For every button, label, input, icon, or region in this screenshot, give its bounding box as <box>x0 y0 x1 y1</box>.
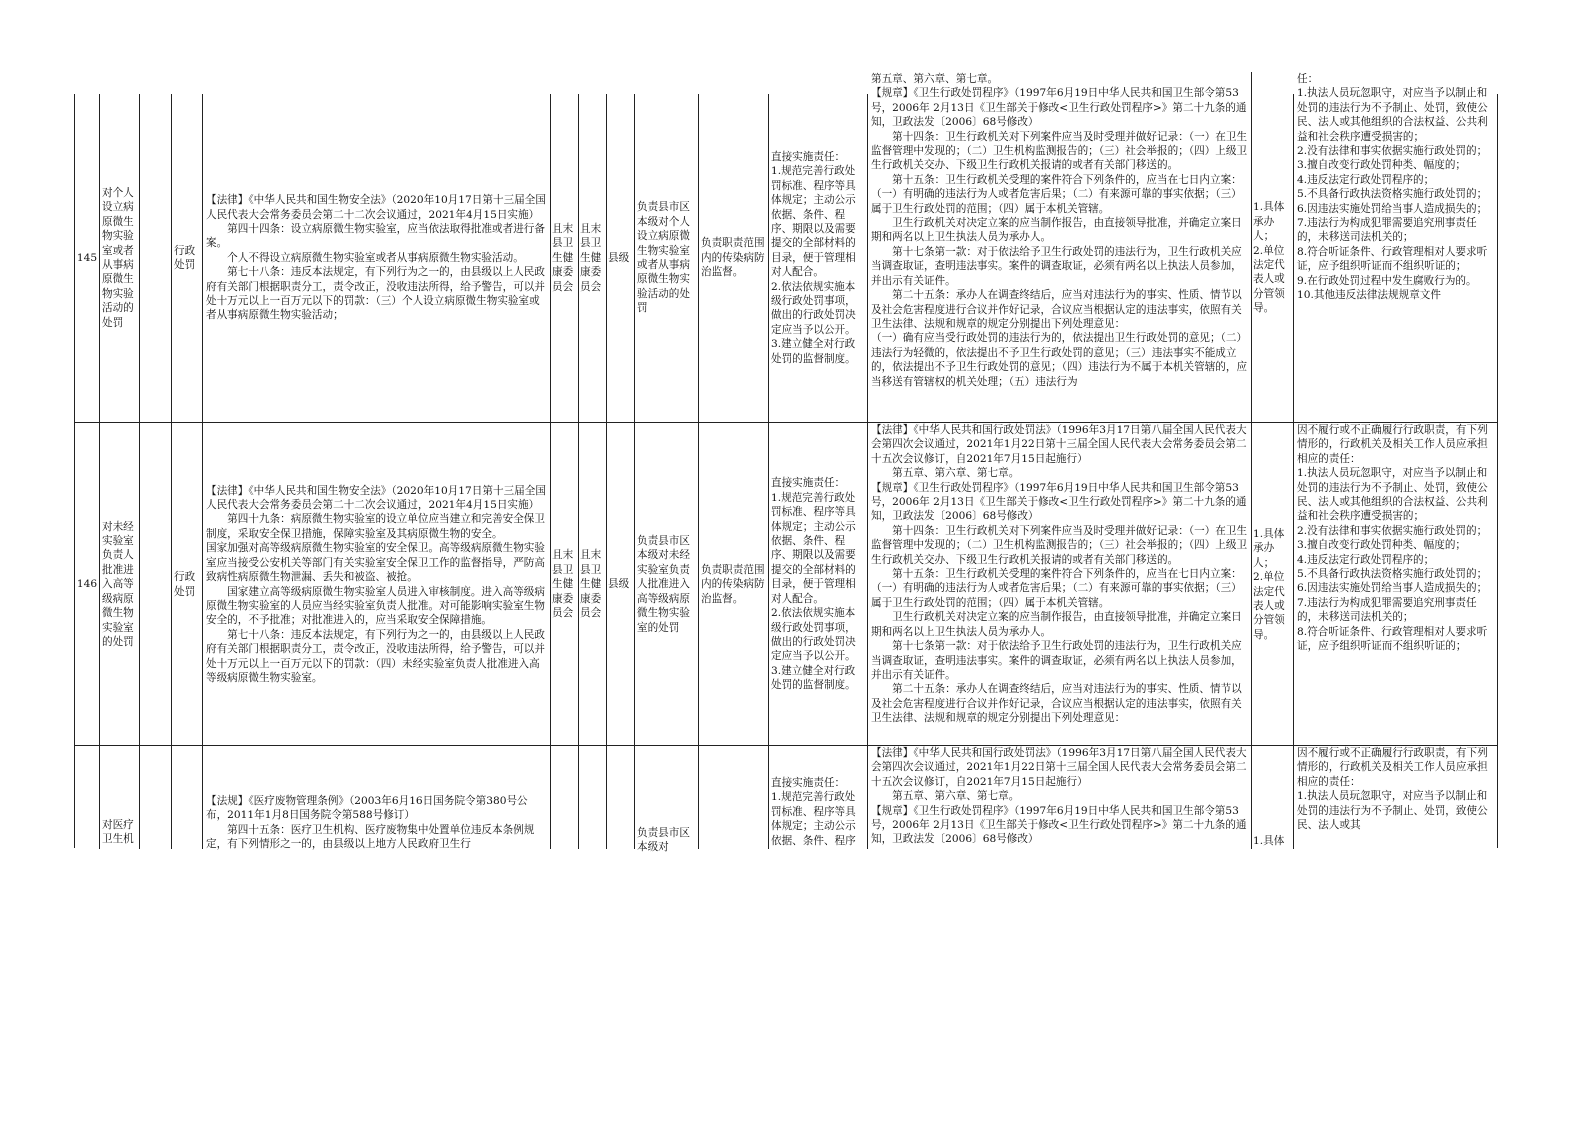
responsible-department: 且末县卫生健康委员会 <box>579 423 607 746</box>
responsibility-basis: 【法律】《中华人民共和国行政处罚法》（1996年3月17日第八届全国人民代表大会第四次会议通过，2021年1月22日第十三届全国人民代表大会常务委员会第二十五次会议修订，自2021年7月15日起施行） 第五章、第六章、第七章。 【规章】《卫生行政处罚程序》（1997年6月19日中华人民共和国卫生部令第53号，2006年 2月13日《卫生部关于修改<卫生行政处罚程序>》第二十九条的通知，卫政法发〔2006〕68号修改） 第十四条：卫生行政机关对下列案件应当及时受理并做好记录：（一）在卫生监督管理中发现的；（二）卫生机构监测报告的；（三）社会举报的；（四）上级卫生行政机关交办、下级卫生行政机关报请的或者有关部门移送的。 第十五条：卫生行政机关受理的案件符合下列条件的，应当在七日内立案：（一）有明确的违法行为人或者危害后果；（二）有来源可靠的事实依据；（三）属于卫生行政处罚的范围；（四）属于本机关管辖。 卫生行政机关对决定立案的应当制作报告，由直接领导批准，并确定立案日期和两名以上卫生执法人员为承办人。 第十七条第一款：对于依法给予卫生行政处罚的违法行为，卫生行政机关应当调查取证，查明违法事实。案件的调查取证，必须有两名以上执法人员参加，并出示有关证件。 第二十五条：承办人在调查终结后，应当对违法行为的事实、性质、情节以及社会危害程度进行合议并作好记录，合议应当根据认定的违法事实，依照有关卫生法律、法规和规章的规定分别提出下列处理意见： <box>868 423 1252 746</box>
power-type: 行政处罚 <box>172 423 203 746</box>
row-number: 146 <box>75 423 100 746</box>
table-row <box>75 422 1497 746</box>
responsible-subject: 1.具体承办人； 2.单位法定代表人或分管领导。 <box>1252 94 1294 422</box>
power-type: 行政处罚 <box>172 94 203 422</box>
power-type <box>172 746 203 849</box>
exercise-scope: 负责县市区本级对 <box>635 746 699 849</box>
responsibility-items: 直接实施责任： 1.规范完善行政处罚标准、程序等具体规定；主动公示依据、条件、程序、期限以及需要提交的全部材料的目录，便于管理相对人配合。 2.依法依规实施本级行政处罚事项，做出的行政处罚决定应当予以公开。 3.建立健全对行政处罚的监督制度。 <box>769 94 868 422</box>
exercise-level: 县级 <box>607 423 635 746</box>
internal-unit: 负责职责范围内的传染病防治监督。 <box>699 423 769 746</box>
internal-unit <box>699 746 769 849</box>
exercise-scope: 负责县市区本级对个人设立病原微生物实验室或者从事病原微生物实验活动的处罚 <box>635 94 699 422</box>
power-list-table <box>74 73 1498 854</box>
implementing-department: 且末县卫生健康委员会 <box>551 423 579 746</box>
accountability-situations: 任： 1.执法人员玩忽职守，对应当予以制止和处罚的违法行为不予制止、处罚，致使公民、法人或其他组织的合法权益、公共利益和社会秩序遭受损害的； 2.没有法律和事实依据实施行政处罚的； 3.擅自改变行政处罚种类、幅度的； 4.违反法定行政处罚程序的； 5.不具备行政执法资格实施行政处罚的； 6.因违法实施处罚给当事人造成损失的； 7.违法行为构成犯罪需要追究刑事责任的，未移送司法机关的； 8.符合听证条件、行政管理相对人要求听证，应予组织听证而不组织听证的； 9.在行政处罚过程中发生腐败行为的。 10.其他违反法律法规规章文件 <box>1297 73 1488 302</box>
implementing-department: 且末县卫生健康委员会 <box>551 94 579 422</box>
responsible-subject: 1.具体 <box>1252 746 1294 849</box>
responsibility-basis: 【法律】《中华人民共和国行政处罚法》（1996年3月17日第八届全国人民代表大会第四次会议通过，2021年1月22日第十三届全国人民代表大会常务委员会第二十五次会议修订，自2021年7月15日起施行） 第五章、第六章、第七章。 【规章】《卫生行政处罚程序》（1997年6月19日中华人民共和国卫生部令第53号，2006年 2月13日《卫生部关于修改<卫生行政处罚程序>》第二十九条的通知，卫政法发〔2006〕68号修改） <box>868 746 1252 849</box>
responsible-department: 且末县卫生健康委员会 <box>579 94 607 422</box>
empty-cell <box>140 423 172 746</box>
item-name: 对个人设立病原微生物实验室或者从事病原微生物实验活动的处罚 <box>100 94 140 422</box>
responsibility-items: 直接实施责任： 1.规范完善行政处罚标准、程序等具体规定；主动公示依据、条件、程序、期限以及需要提交的全部材料的目录，便于管理相对人配合。 2.依法依规实施本级行政处罚事项，做出的行政处罚决定应当予以公开。 3.建立健全对行政处罚的监督制度。 <box>769 423 868 746</box>
empty-cell <box>140 746 172 849</box>
implementing-department <box>551 746 579 849</box>
exercise-scope: 负责县市区本级对未经实验室负责人批准进入高等级病原微生物实验室的处罚 <box>635 423 699 746</box>
row-number: 145 <box>75 94 100 422</box>
empty-cell <box>140 94 172 422</box>
internal-unit: 负责职责范围内的传染病防治监督。 <box>699 94 769 422</box>
exercise-level <box>607 746 635 849</box>
table-row <box>75 73 1497 422</box>
item-name: 对未经实验室负责人批准进入高等级病原微生物实验室的处罚 <box>100 423 140 746</box>
legal-basis: 【法律】《中华人民共和国生物安全法》（2020年10月17日第十三届全国人民代表大会常务委员会第二十二次会议通过，2021年4月15日实施） 第四十九条：病原微生物实验室的设立单位应当建立和完善安全保卫制度，采取安全保卫措施，保障实验室及其病原微生物的安全。 国家加强对高等级病原微生物实验室的安全保卫。高等级病原微生物实验室应当接受公安机关等部门有关实验室安全保卫工作的监督指导，严防高致病性病原微生物泄漏、丢失和被盗、被抢。 国家建立高等级病原微生物实验室人员进入审核制度。进入高等级病原微生物实验室的人员应当经实验室负责人批准。对可能影响实验室生物安全的，不予批准；对批准进入的，应当采取安全保障措施。 第七十八条：违反本法规定，有下列行为之一的，由县级以上人民政府有关部门根据职责分工，责令改正，没收违法所得，给予警告，可以并处十万元以上一百万元以下的罚款：（四）未经实验室负责人批准进入高等级病原微生物实验室。 <box>203 423 551 746</box>
responsibility-items: 直接实施责任： 1.规范完善行政处罚标准、程序等具体规定；主动公示依据、条件、程序 <box>769 746 868 849</box>
row-number <box>75 746 100 849</box>
accountability-situations: 因不履行或不正确履行行政职责，有下列情形的，行政机关及相关工作人员应承担相应的责任： 1.执法人员玩忽职守，对应当予以制止和处罚的违法行为不予制止、处罚，致使公民、法人或其 <box>1297 747 1488 832</box>
table-row <box>75 745 1497 854</box>
responsible-department <box>579 746 607 849</box>
item-name: 对医疗卫生机 <box>100 746 140 849</box>
legal-basis: 【法律】《中华人民共和国生物安全法》（2020年10月17日第十三届全国人民代表大会常务委员会第二十二次会议通过，2021年4月15日实施） 第四十四条：设立病原微生物实验室，应当依法取得批准或者进行备案。 个人不得设立病原微生物实验室或者从事病原微生物实验活动。 第七十八条：违反本法规定，有下列行为之一的，由县级以上人民政府有关部门根据职责分工，责令改正，没收违法所得，给予警告，可以并处十万元以上一百万元以下的罚款：（三）个人设立病原微生物实验室或者从事病原微生物实验活动； <box>203 94 551 422</box>
legal-basis: 【法规】《医疗废物管理条例》（2003年6月16日国务院令第380号公布，2011年1月8日国务院令第588号修订） 第四十五条：医疗卫生机构、医疗废物集中处置单位违反本条例规定，有下列情形之一的，由县级以上地方人民政府卫生行 <box>203 746 551 849</box>
exercise-level: 县级 <box>607 94 635 422</box>
responsible-subject: 1.具体承办人； 2.单位法定代表人或分管领导。 <box>1252 423 1294 746</box>
responsibility-basis: 第五章、第六章、第七章。 【规章】《卫生行政处罚程序》（1997年6月19日中华人民共和国卫生部令第53号，2006年 2月13日《卫生部关于修改<卫生行政处罚程序>》第二十九条的通知，卫政法发〔2006〕68号修改） 第十四条：卫生行政机关对下列案件应当及时受理并做好记录：（一）在卫生监督管理中发现的；（二）卫生机构监测报告的；（三）社会举报的；（四）上级卫生行政机关交办、下级卫生行政机关报请的或者有关部门移送的。 第十五条：卫生行政机关受理的案件符合下列条件的，应当在七日内立案：（一）有明确的违法行为人或者危害后果；（二）有来源可靠的事实依据；（三）属于卫生行政处罚的范围；（四）属于本机关管辖。 卫生行政机关对决定立案的应当制作报告，由直接领导批准，并确定立案日期和两名以上卫生执法人员为承办人。 第十七条第一款：对于依法给予卫生行政处罚的违法行为，卫生行政机关应当调查取证，查明违法事实。案件的调查取证，必须有两名以上执法人员参加，并出示有关证件。 第二十五条：承办人在调查终结后，应当对违法行为的事实、性质、情节以及社会危害程度进行合议并作好记录，合议应当根据认定的违法事实，依照有关卫生法律、法规和规章的规定分别提出下列处理意见： （一）确有应当受行政处罚的违法行为的，依法提出卫生行政处罚的意见；（二）违法行为轻微的，依法提出不予卫生行政处罚的意见；（三）违法事实不能成立的，依法提出不予卫生行政处罚的意见；（四）违法行为不属于本机关管辖的，应当移送有管辖权的机关处理；（五）违法行为 <box>868 72 1252 422</box>
accountability-situations: 因不履行或不正确履行行政职责，有下列情形的，行政机关及相关工作人员应承担相应的责任： 1.执法人员玩忽职守，对应当予以制止和处罚的违法行为不予制止、处罚，致使公民、法人或其他组织的合法权益、公共利益和社会秩序遭受损害的； 2.没有法律和事实依据实施行政处罚的； 3.擅自改变行政处罚种类、幅度的； 4.违反法定行政处罚程序的； 5.不具备行政执法资格实施行政处罚的； 6.因违法实施处罚给当事人造成损失的； 7.违法行为构成犯罪需要追究刑事责任的，未移送司法机关的； 8.符合听证条件、行政管理相对人要求听证，应予组织听证而不组织听证的； <box>1297 424 1488 653</box>
